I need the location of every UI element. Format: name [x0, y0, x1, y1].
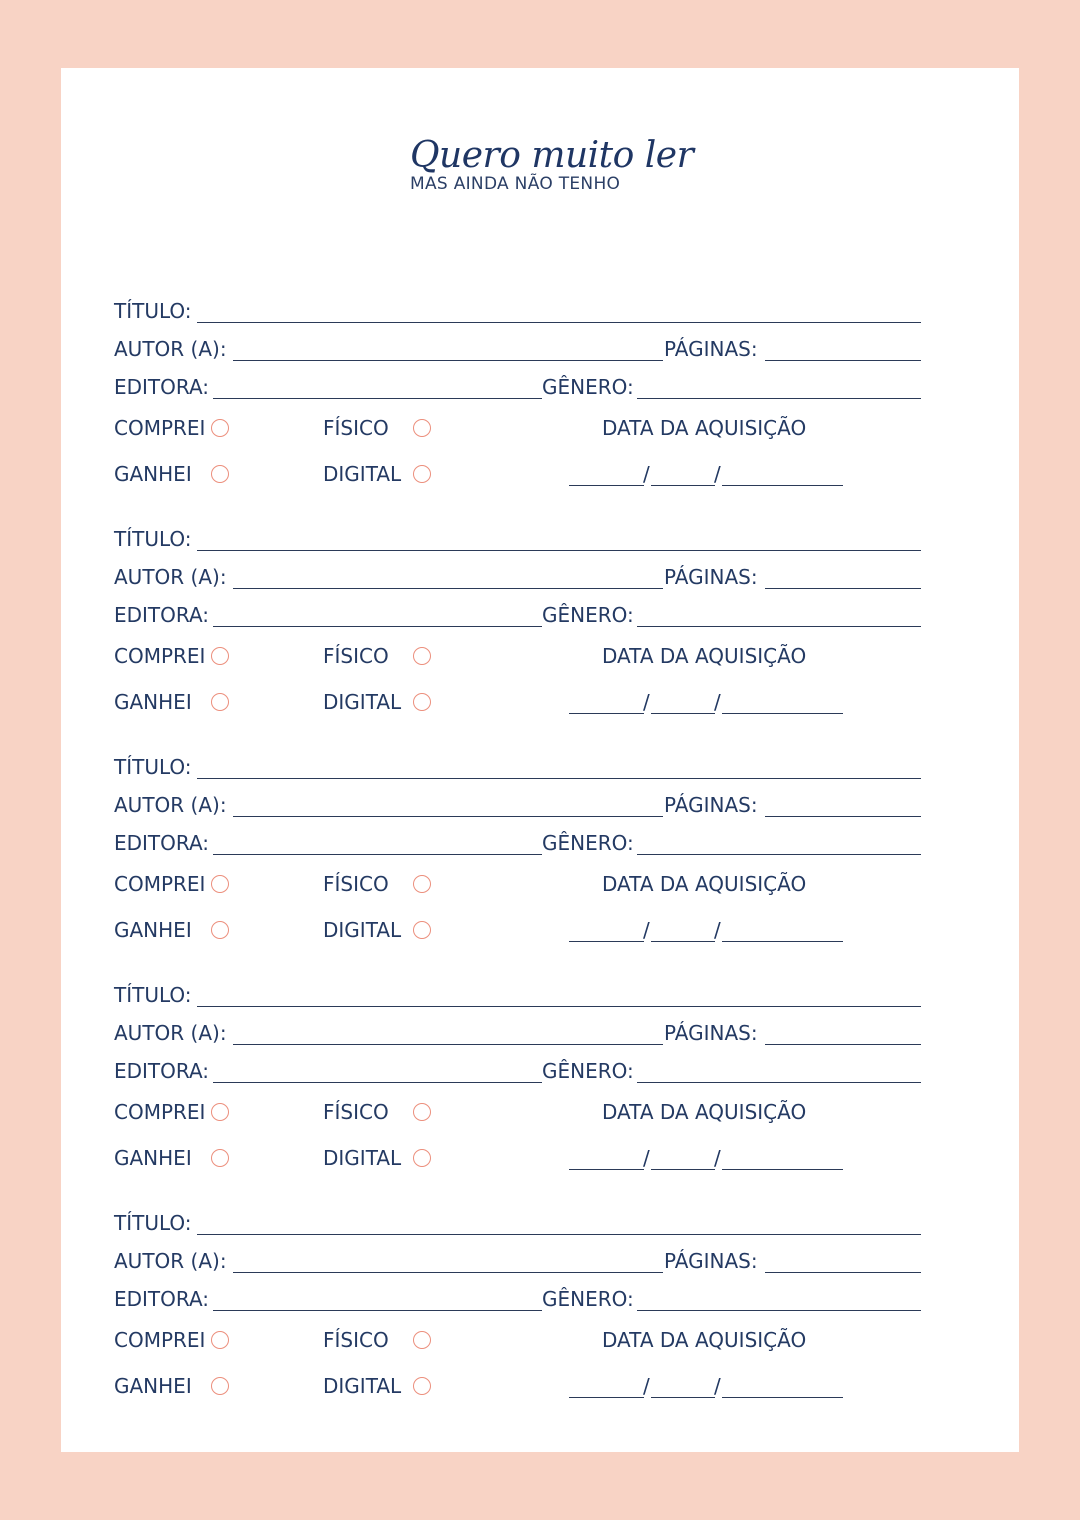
publisher-label: EDITORA: [114, 1287, 210, 1311]
author-label: AUTOR (A): [114, 565, 227, 589]
author-row [114, 1248, 921, 1274]
date-year-field[interactable] [722, 485, 843, 486]
pages-label: PÁGINAS: [664, 1021, 758, 1045]
physical-label: FÍSICO [323, 644, 389, 668]
genre-field[interactable] [637, 1310, 921, 1311]
author-field[interactable] [233, 1044, 663, 1045]
date-separator: / [643, 918, 650, 942]
genre-field[interactable] [637, 398, 921, 399]
publisher-field[interactable] [213, 626, 542, 627]
gift-row [114, 1373, 921, 1399]
gift-checkbox[interactable] [211, 1377, 229, 1395]
date-month-field[interactable] [651, 713, 715, 714]
bought-checkbox[interactable] [211, 1331, 229, 1349]
digital-label: DIGITAL [323, 918, 402, 942]
date-separator: / [714, 462, 721, 486]
digital-label: DIGITAL [323, 690, 402, 714]
purchase-row [114, 1327, 921, 1353]
digital-checkbox[interactable] [413, 1377, 431, 1395]
date-separator: / [714, 1146, 721, 1170]
purchase-row [114, 415, 921, 441]
book-entry [114, 982, 921, 1182]
title-row [114, 1210, 921, 1236]
date-separator: / [643, 1374, 650, 1398]
acquisition-date-label: DATA DA AQUISIÇÃO [602, 1328, 807, 1352]
date-month-field[interactable] [651, 1397, 715, 1398]
genre-field[interactable] [637, 626, 921, 627]
title-field[interactable] [197, 778, 921, 779]
physical-label: FÍSICO [323, 872, 389, 896]
date-year-field[interactable] [722, 941, 843, 942]
title-row [114, 754, 921, 780]
author-label: AUTOR (A): [114, 337, 227, 361]
physical-checkbox[interactable] [413, 419, 431, 437]
author-field[interactable] [233, 816, 663, 817]
bought-checkbox[interactable] [211, 875, 229, 893]
purchase-row [114, 1099, 921, 1125]
date-year-field[interactable] [722, 1169, 843, 1170]
title-label: TÍTULO: [114, 755, 192, 779]
pages-label: PÁGINAS: [664, 1249, 758, 1273]
bought-checkbox[interactable] [211, 419, 229, 437]
title-field[interactable] [197, 1234, 921, 1235]
physical-label: FÍSICO [323, 1100, 389, 1124]
title-label: TÍTULO: [114, 527, 192, 551]
publisher-label: EDITORA: [114, 1059, 210, 1083]
page-header [410, 134, 693, 194]
date-separator: / [643, 462, 650, 486]
gift-label: GANHEI [114, 1374, 192, 1398]
date-month-field[interactable] [651, 1169, 715, 1170]
gift-label: GANHEI [114, 690, 192, 714]
publisher-label: EDITORA: [114, 603, 210, 627]
book-entry [114, 1210, 921, 1410]
title-row [114, 298, 921, 324]
gift-checkbox[interactable] [211, 921, 229, 939]
physical-checkbox[interactable] [413, 1103, 431, 1121]
purchase-row [114, 643, 921, 669]
genre-label: GÊNERO: [542, 603, 634, 627]
gift-row [114, 689, 921, 715]
publisher-row [114, 1058, 921, 1084]
date-separator: / [714, 690, 721, 714]
author-label: AUTOR (A): [114, 1249, 227, 1273]
pages-field[interactable] [765, 588, 921, 589]
author-row [114, 336, 921, 362]
digital-label: DIGITAL [323, 1374, 402, 1398]
gift-row [114, 461, 921, 487]
bought-label: COMPREI [114, 872, 206, 896]
physical-checkbox[interactable] [413, 1331, 431, 1349]
publisher-row [114, 602, 921, 628]
pages-label: PÁGINAS: [664, 337, 758, 361]
digital-label: DIGITAL [323, 1146, 402, 1170]
author-label: AUTOR (A): [114, 1021, 227, 1045]
pages-field[interactable] [765, 360, 921, 361]
pages-field[interactable] [765, 1044, 921, 1045]
pages-field[interactable] [765, 816, 921, 817]
physical-checkbox[interactable] [413, 875, 431, 893]
book-entry [114, 298, 921, 498]
gift-row [114, 1145, 921, 1171]
page-subtitle: MAS AINDA NÃO TENHO [410, 174, 621, 194]
title-field[interactable] [197, 322, 921, 323]
digital-checkbox[interactable] [413, 693, 431, 711]
date-day-field[interactable] [569, 713, 644, 714]
publisher-label: EDITORA: [114, 375, 210, 399]
book-entry [114, 526, 921, 726]
gift-checkbox[interactable] [211, 1149, 229, 1167]
date-day-field[interactable] [569, 1397, 644, 1398]
page-title: Quero muito ler [410, 135, 694, 176]
bought-label: COMPREI [114, 1328, 206, 1352]
genre-field[interactable] [637, 854, 921, 855]
digital-checkbox[interactable] [413, 1149, 431, 1167]
acquisition-date-label: DATA DA AQUISIÇÃO [602, 416, 807, 440]
gift-label: GANHEI [114, 918, 192, 942]
title-label: TÍTULO: [114, 299, 192, 323]
date-separator: / [643, 690, 650, 714]
gift-checkbox[interactable] [211, 465, 229, 483]
author-row [114, 1020, 921, 1046]
title-row [114, 526, 921, 552]
date-separator: / [714, 918, 721, 942]
publisher-label: EDITORA: [114, 831, 210, 855]
pages-field[interactable] [765, 1272, 921, 1273]
genre-label: GÊNERO: [542, 375, 634, 399]
genre-label: GÊNERO: [542, 1059, 634, 1083]
genre-field[interactable] [637, 1082, 921, 1083]
author-row [114, 792, 921, 818]
physical-label: FÍSICO [323, 1328, 389, 1352]
title-label: TÍTULO: [114, 1211, 192, 1235]
title-field[interactable] [197, 1006, 921, 1007]
date-separator: / [643, 1146, 650, 1170]
publisher-field[interactable] [213, 1082, 542, 1083]
gift-checkbox[interactable] [211, 693, 229, 711]
purchase-row [114, 871, 921, 897]
digital-label: DIGITAL [323, 462, 402, 486]
publisher-field[interactable] [213, 854, 542, 855]
book-entry [114, 754, 921, 954]
bought-checkbox[interactable] [211, 1103, 229, 1121]
date-year-field[interactable] [722, 1397, 843, 1398]
publisher-row [114, 830, 921, 856]
publisher-field[interactable] [213, 1310, 542, 1311]
genre-label: GÊNERO: [542, 831, 634, 855]
date-month-field[interactable] [651, 485, 715, 486]
gift-row [114, 917, 921, 943]
publisher-field[interactable] [213, 398, 542, 399]
date-day-field[interactable] [569, 485, 644, 486]
title-row [114, 982, 921, 1008]
publisher-row [114, 1286, 921, 1312]
acquisition-date-label: DATA DA AQUISIÇÃO [602, 1100, 807, 1124]
digital-checkbox[interactable] [413, 921, 431, 939]
author-field[interactable] [233, 1272, 663, 1273]
acquisition-date-label: DATA DA AQUISIÇÃO [602, 644, 807, 668]
title-label: TÍTULO: [114, 983, 192, 1007]
physical-label: FÍSICO [323, 416, 389, 440]
bought-label: COMPREI [114, 644, 206, 668]
gift-label: GANHEI [114, 1146, 192, 1170]
date-day-field[interactable] [569, 941, 644, 942]
acquisition-date-label: DATA DA AQUISIÇÃO [602, 872, 807, 896]
bought-checkbox[interactable] [211, 647, 229, 665]
title-field[interactable] [197, 550, 921, 551]
pages-label: PÁGINAS: [664, 793, 758, 817]
author-label: AUTOR (A): [114, 793, 227, 817]
form-page [61, 68, 1019, 1452]
digital-checkbox[interactable] [413, 465, 431, 483]
date-separator: / [714, 1374, 721, 1398]
date-year-field[interactable] [722, 713, 843, 714]
gift-label: GANHEI [114, 462, 192, 486]
physical-checkbox[interactable] [413, 647, 431, 665]
bought-label: COMPREI [114, 416, 206, 440]
date-month-field[interactable] [651, 941, 715, 942]
author-field[interactable] [233, 360, 663, 361]
genre-label: GÊNERO: [542, 1287, 634, 1311]
date-day-field[interactable] [569, 1169, 644, 1170]
publisher-row [114, 374, 921, 400]
bought-label: COMPREI [114, 1100, 206, 1124]
author-row [114, 564, 921, 590]
pages-label: PÁGINAS: [664, 565, 758, 589]
author-field[interactable] [233, 588, 663, 589]
